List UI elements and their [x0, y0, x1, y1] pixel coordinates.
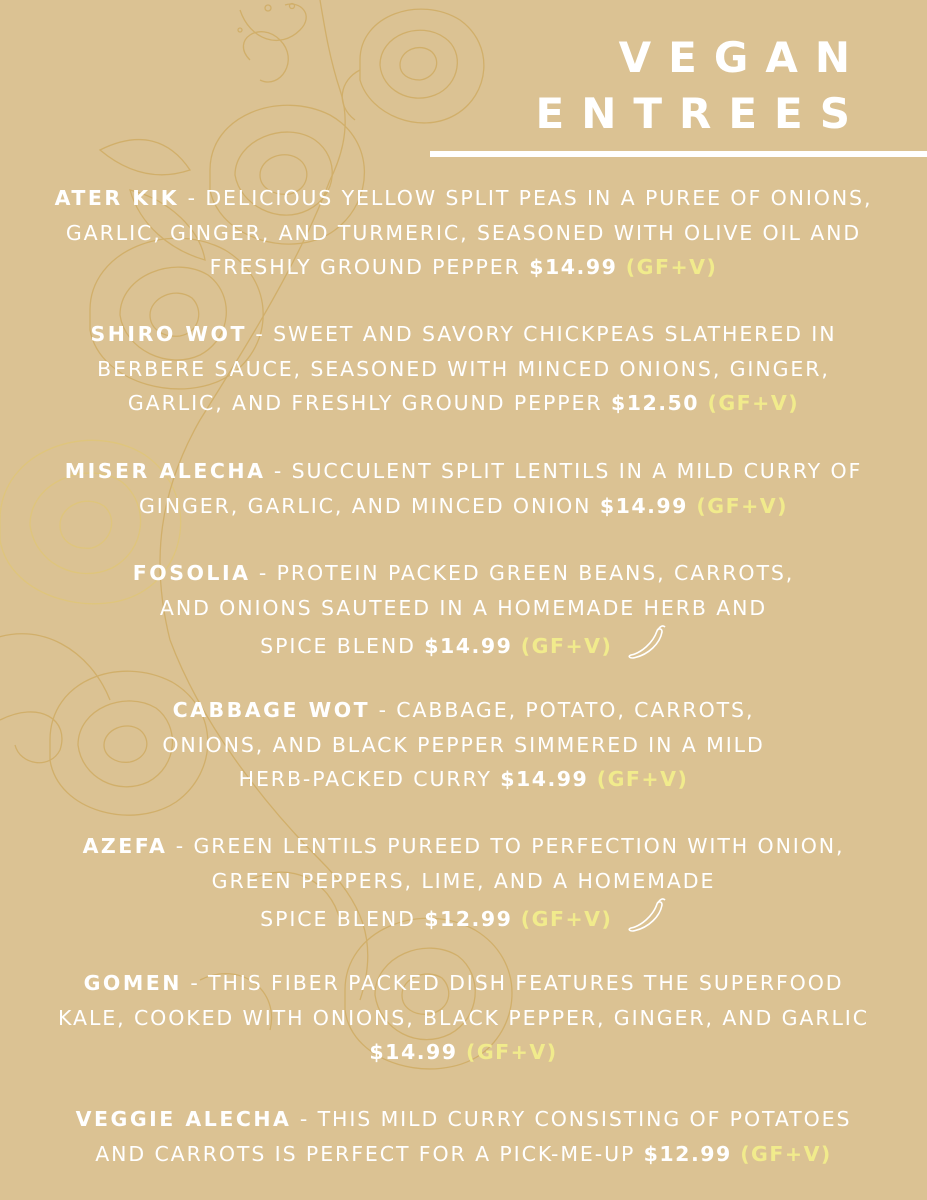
dietary-tag: (GF+V): [707, 391, 800, 415]
title-line-2: ENTREES: [535, 89, 867, 138]
item-price: $12.99: [424, 907, 513, 931]
menu-item-gomen: GOMEN - THIS FIBER PACKED DISH FEATURES THE SUPERFOOD KALE, COOKED WITH ONIONS, BLACK PEPPER, GINGER, AND GARLIC $14.99 (GF+V): [58, 971, 869, 1064]
item-name: CABBAGE WOT: [172, 698, 371, 722]
item-description: GARLIC, AND FRESHLY GROUND PEPPER: [127, 391, 603, 415]
dietary-tag: (GF+V): [696, 493, 788, 518]
item-description: ONIONS, AND BLACK PEPPER SIMMERED IN A MILD: [162, 732, 765, 757]
dietary-tag: (GF+V): [596, 767, 689, 791]
item-description: FRESHLY GROUND PEPPER: [209, 255, 521, 279]
item-price: $14.99: [599, 493, 688, 518]
chili-pepper-icon: [627, 625, 667, 659]
item-price: $14.99: [529, 255, 618, 279]
item-description: CABBAGE, POTATO, CARROTS,: [396, 698, 755, 722]
item-description: GREEN LENTILS PUREED TO PERFECTION WITH ONION,: [193, 834, 845, 858]
item-description: KALE, COOKED WITH ONIONS, BLACK PEPPER, GINGER, AND GARLIC: [58, 1005, 869, 1030]
item-price: $12.50: [610, 391, 700, 415]
menu-title: [536, 30, 867, 142]
item-description: SUCCULENT SPLIT LENTILS IN A MILD CURRY OF: [291, 459, 863, 483]
item-name: AZEFA: [82, 834, 168, 858]
item-name: FOSOLIA: [132, 561, 251, 585]
menu-item-cabbage-wot: CABBAGE WOT - CABBAGE, POTATO, CARROTS, ONIONS, AND BLACK PEPPER SIMMERED IN A MILD HERB-PACKED CURRY $14.99 (GF+V): [162, 698, 765, 791]
menu-item-shiro-wot: SHIRO WOT - SWEET AND SAVORY CHICKPEAS SLATHERED IN BERBERE SAUCE, SEASONED WITH MINCED ONIONS, GINGER, GARLIC, AND FRESHLY GROUND PEPPER $12.50 (GF+V): [90, 322, 837, 415]
item-description: SWEET AND SAVORY CHICKPEAS SLATHERED IN: [273, 322, 837, 346]
item-name: VEGGIE ALECHA: [75, 1107, 292, 1131]
item-description: THIS FIBER PACKED DISH FEATURES THE SUPERFOOD: [208, 971, 844, 995]
item-description: SPICE BLEND: [260, 634, 416, 658]
item-description: GARLIC, GINGER, AND TURMERIC, SEASONED WITH OLIVE OIL AND: [65, 220, 862, 245]
dietary-tag: (GF+V): [625, 255, 718, 279]
item-price: $14.99: [500, 767, 589, 791]
item-description: PROTEIN PACKED GREEN BEANS, CARROTS,: [276, 561, 795, 585]
dietary-tag: (GF+V): [520, 634, 613, 658]
menu-item-veggie-alecha: VEGGIE ALECHA - THIS MILD CURRY CONSISTING OF POTATOES AND CARROTS IS PERFECT FOR A PICK-ME-UP $12.99 (GF+V): [75, 1107, 852, 1166]
item-price: $14.99: [424, 634, 513, 658]
title-line-1: VEGAN: [618, 33, 867, 82]
item-name: ATER KIK: [54, 186, 180, 210]
dietary-tag: (GF+V): [740, 1141, 832, 1166]
item-name: SHIRO WOT: [90, 322, 247, 346]
dietary-tag: (GF+V): [520, 907, 613, 931]
item-description: SPICE BLEND: [260, 907, 416, 931]
item-description: DELICIOUS YELLOW SPLIT PEAS IN A PUREE OF ONIONS,: [205, 186, 873, 210]
item-description: GREEN PEPPERS, LIME, AND A HOMEMADE: [211, 868, 716, 893]
item-name: MISER ALECHA: [64, 459, 266, 483]
item-description: AND CARROTS IS PERFECT FOR A PICK-ME-UP: [95, 1141, 636, 1166]
item-name: GOMEN: [83, 971, 182, 995]
item-description: HERB-PACKED CURRY: [238, 767, 492, 791]
item-description: THIS MILD CURRY CONSISTING OF POTATOES: [317, 1107, 852, 1131]
menu-item-miser-alecha: MISER ALECHA - SUCCULENT SPLIT LENTILS IN A MILD CURRY OF GINGER, GARLIC, AND MINCED ONION $14.99 (GF+V): [64, 459, 863, 518]
menu-item-ater-kik: ATER KIK - DELICIOUS YELLOW SPLIT PEAS IN A PUREE OF ONIONS, GARLIC, GINGER, AND TURMERIC, SEASONED WITH OLIVE OIL AND FRESHLY GROUND PEPPER $14.99 (GF+V): [54, 186, 873, 279]
item-description: GINGER, GARLIC, AND MINCED ONION: [138, 493, 592, 518]
item-price: $14.99: [369, 1040, 458, 1064]
menu-item-fosolia: FOSOLIA - PROTEIN PACKED GREEN BEANS, CARROTS, AND ONIONS SAUTEED IN A HOMEMADE HERB AND SPICE BLEND $14.99 (GF+V): [132, 561, 795, 658]
title-divider: [430, 151, 927, 157]
menu-item-azefa: AZEFA - GREEN LENTILS PUREED TO PERFECTION WITH ONION, GREEN PEPPERS, LIME, AND A HOMEMADE SPICE BLEND $12.99 (GF+V): [82, 834, 845, 931]
chili-pepper-icon: [627, 898, 667, 932]
item-description: AND ONIONS SAUTEED IN A HOMEMADE HERB AND: [159, 595, 768, 620]
dietary-tag: (GF+V): [465, 1040, 558, 1064]
item-description: BERBERE SAUCE, SEASONED WITH MINCED ONIONS, GINGER,: [97, 356, 830, 381]
item-price: $12.99: [643, 1141, 732, 1166]
